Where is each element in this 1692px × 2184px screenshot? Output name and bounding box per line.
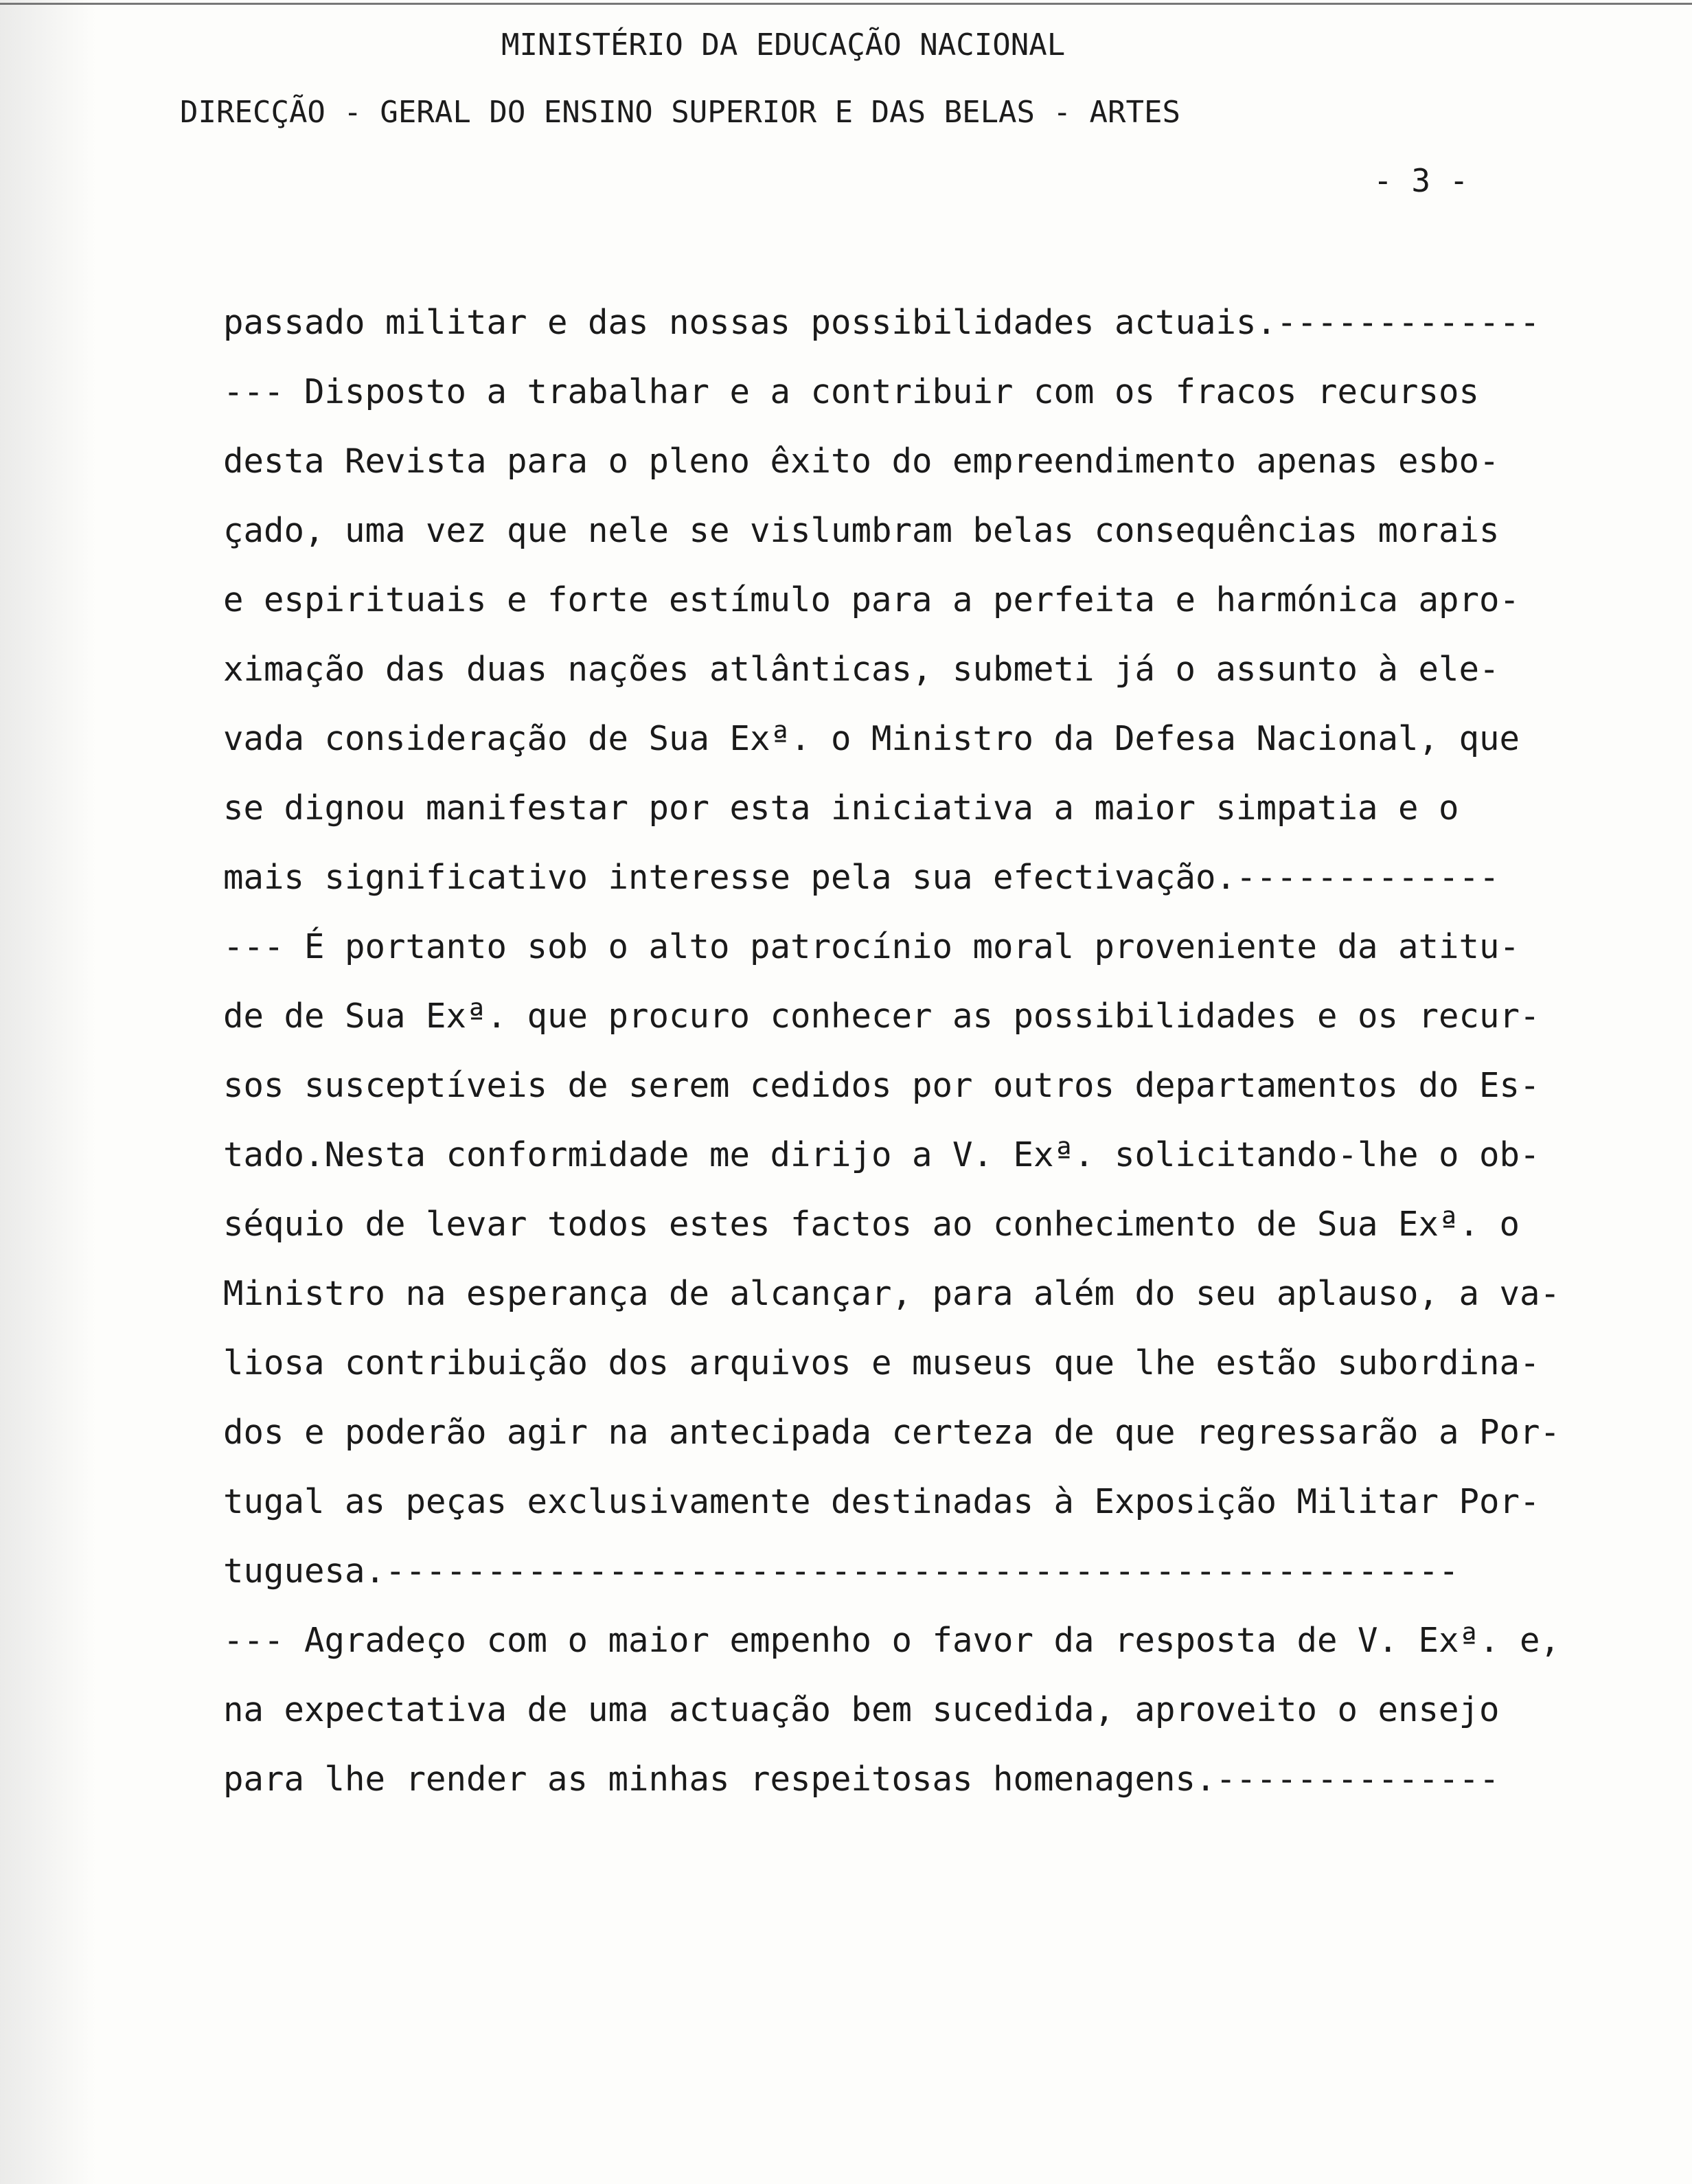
- ministry-heading: MINISTÉRIO DA EDUCAÇÃO NACIONAL: [501, 27, 1066, 62]
- text-line: dos e poderão agir na antecipada certeza de que regressarão a Por-: [223, 1413, 1561, 1452]
- text-line: Ministro na esperança de alcançar, para além do seu aplauso, a va-: [223, 1274, 1561, 1313]
- text-line: --- Disposto a trabalhar e a contribuir com os fracos recursos: [223, 372, 1480, 411]
- text-line: tuguesa.-----------------------------------------------------: [223, 1551, 1459, 1591]
- text-line: séquio de levar todos estes factos ao conhecimento de Sua Exª. o: [223, 1205, 1520, 1244]
- text-line: desta Revista para o pleno êxito do empreendimento apenas esbo-: [223, 442, 1500, 481]
- letter-body: [223, 301, 1610, 1827]
- text-line: passado militar e das nossas possibilidades actuais.-------------: [223, 303, 1540, 342]
- text-line: se dignou manifestar por esta iniciativa a maior simpatia e o: [223, 788, 1459, 828]
- text-line: --- Agradeço com o maior empenho o favor da resposta de V. Exª. e,: [223, 1621, 1561, 1660]
- text-line: mais significativo interesse pela sua efectivação.-------------: [223, 858, 1500, 897]
- text-line: --- É portanto sob o alto patrocínio moral proveniente da atitu-: [223, 927, 1520, 966]
- text-line: sos susceptíveis de serem cedidos por outros departamentos do Es-: [223, 1066, 1540, 1105]
- text-line: tado.Nesta conformidade me dirijo a V. Exª. solicitando-lhe o ob-: [223, 1135, 1540, 1174]
- page-number: - 3 -: [1373, 162, 1469, 199]
- scan-edge-shadow: [0, 0, 96, 2184]
- text-line: liosa contribuição dos arquivos e museus que lhe estão subordina-: [223, 1343, 1540, 1383]
- text-line: de de Sua Exª. que procuro conhecer as possibilidades e os recur-: [223, 997, 1540, 1036]
- text-line: e espirituais e forte estímulo para a perfeita e harmónica apro-: [223, 580, 1520, 619]
- text-line: ximação das duas nações atlânticas, submeti já o assunto à ele-: [223, 650, 1500, 689]
- direction-heading: DIRECÇÃO - GERAL DO ENSINO SUPERIOR E DAS BELAS - ARTES: [180, 95, 1180, 130]
- text-line: na expectativa de uma actuação bem sucedida, aproveito o ensejo: [223, 1690, 1500, 1729]
- top-edge-line: [0, 3, 1692, 5]
- text-line: tugal as peças exclusivamente destinadas à Exposição Militar Por-: [223, 1482, 1540, 1521]
- text-line: para lhe render as minhas respeitosas homenagens.--------------: [223, 1760, 1500, 1799]
- text-line: çado, uma vez que nele se vislumbram belas consequências morais: [223, 511, 1500, 550]
- text-line: vada consideração de Sua Exª. o Ministro da Defesa Nacional, que: [223, 719, 1520, 758]
